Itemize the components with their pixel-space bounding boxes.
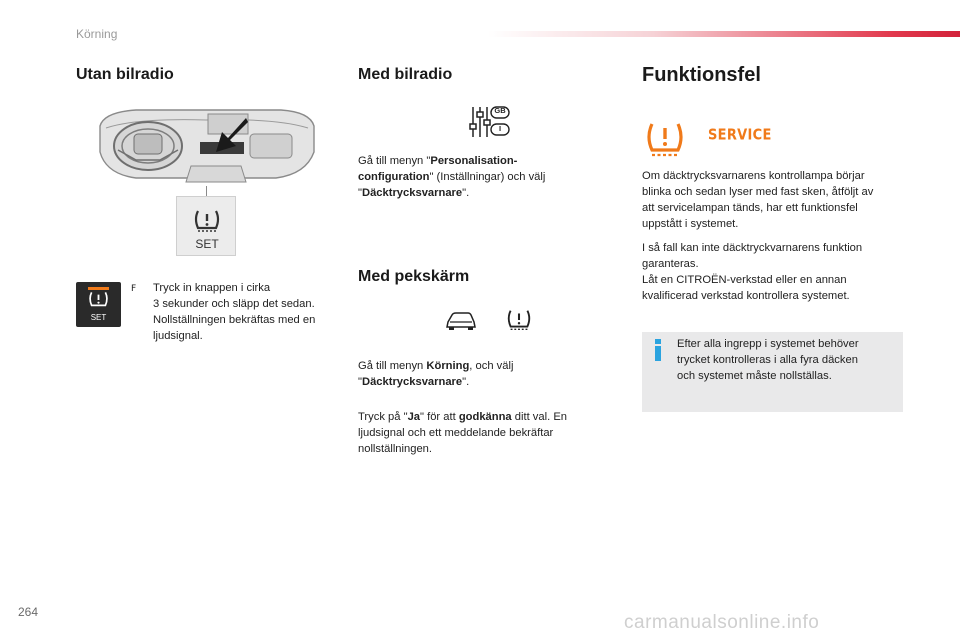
heading-without-radio: Utan bilradio bbox=[76, 66, 174, 83]
touchscreen-instruction: Gå till menyn Körning, och välj "Däcktrycksvarnare". bbox=[358, 360, 514, 388]
header-accent-bar bbox=[488, 31, 960, 37]
tire-pressure-warning-icon bbox=[192, 209, 222, 233]
set-label: SET bbox=[195, 237, 219, 251]
heading-touchscreen: Med pekskärm bbox=[358, 268, 470, 285]
watermark: carmanualsonline.info bbox=[624, 612, 820, 633]
tire-pressure-warning-icon bbox=[505, 308, 533, 332]
malfunction-advice: I så fall kan inte däcktryckvarnarens funktion garanteras. Låt en CITROËN-verkstad eller en annan kvalificerad verkstad kontrollera systemet. bbox=[642, 242, 863, 302]
confirm-instruction: Tryck på "Ja" för att godkänna ditt val. En ljudsignal och ett meddelande bekräftar nollställningen. bbox=[358, 411, 567, 455]
dashboard-illustration bbox=[96, 104, 318, 186]
tire-pressure-warning-light-icon bbox=[644, 120, 686, 160]
tire-pressure-warning-icon bbox=[87, 290, 110, 310]
radio-badge-gb: GB bbox=[494, 106, 506, 115]
set-label-small: SET bbox=[90, 313, 107, 322]
set-button-illustration bbox=[176, 196, 236, 256]
service-warning-label: SERVICE bbox=[708, 126, 772, 145]
heading-malfunction: Funktionsfel bbox=[642, 64, 761, 86]
indicator-light bbox=[88, 287, 109, 290]
callout-line bbox=[206, 186, 207, 196]
car-icon bbox=[444, 310, 478, 332]
malfunction-description: Om däcktrycksvarnarens kontrollampa börjar blinka och sedan lyser med fast sken, åtföljt av att servicelampan tänds, har ett funktionsfel uppstått i systemet. bbox=[642, 170, 874, 230]
section-title: Körning bbox=[76, 27, 118, 41]
page-number: 264 bbox=[18, 605, 39, 619]
heading-with-radio: Med bilradio bbox=[358, 66, 453, 83]
bullet-marker: F bbox=[131, 284, 137, 294]
radio-instruction: Gå till menyn "Personalisation- configuration" (Inställningar) och välj "Däcktrycksvarnare". bbox=[358, 155, 546, 199]
info-icon bbox=[653, 339, 663, 361]
instruction-text: Tryck in knappen i cirka 3 sekunder och släpp det sedan. Nollställningen bekräftas med en ljudsignal. bbox=[153, 282, 316, 342]
info-text: Efter alla ingrepp i systemet behöver trycket kontrolleras i alla fyra däcken och systemet måste nollställas. bbox=[677, 338, 859, 382]
set-button-small bbox=[76, 282, 121, 327]
radio-badge-i: I bbox=[498, 124, 502, 133]
